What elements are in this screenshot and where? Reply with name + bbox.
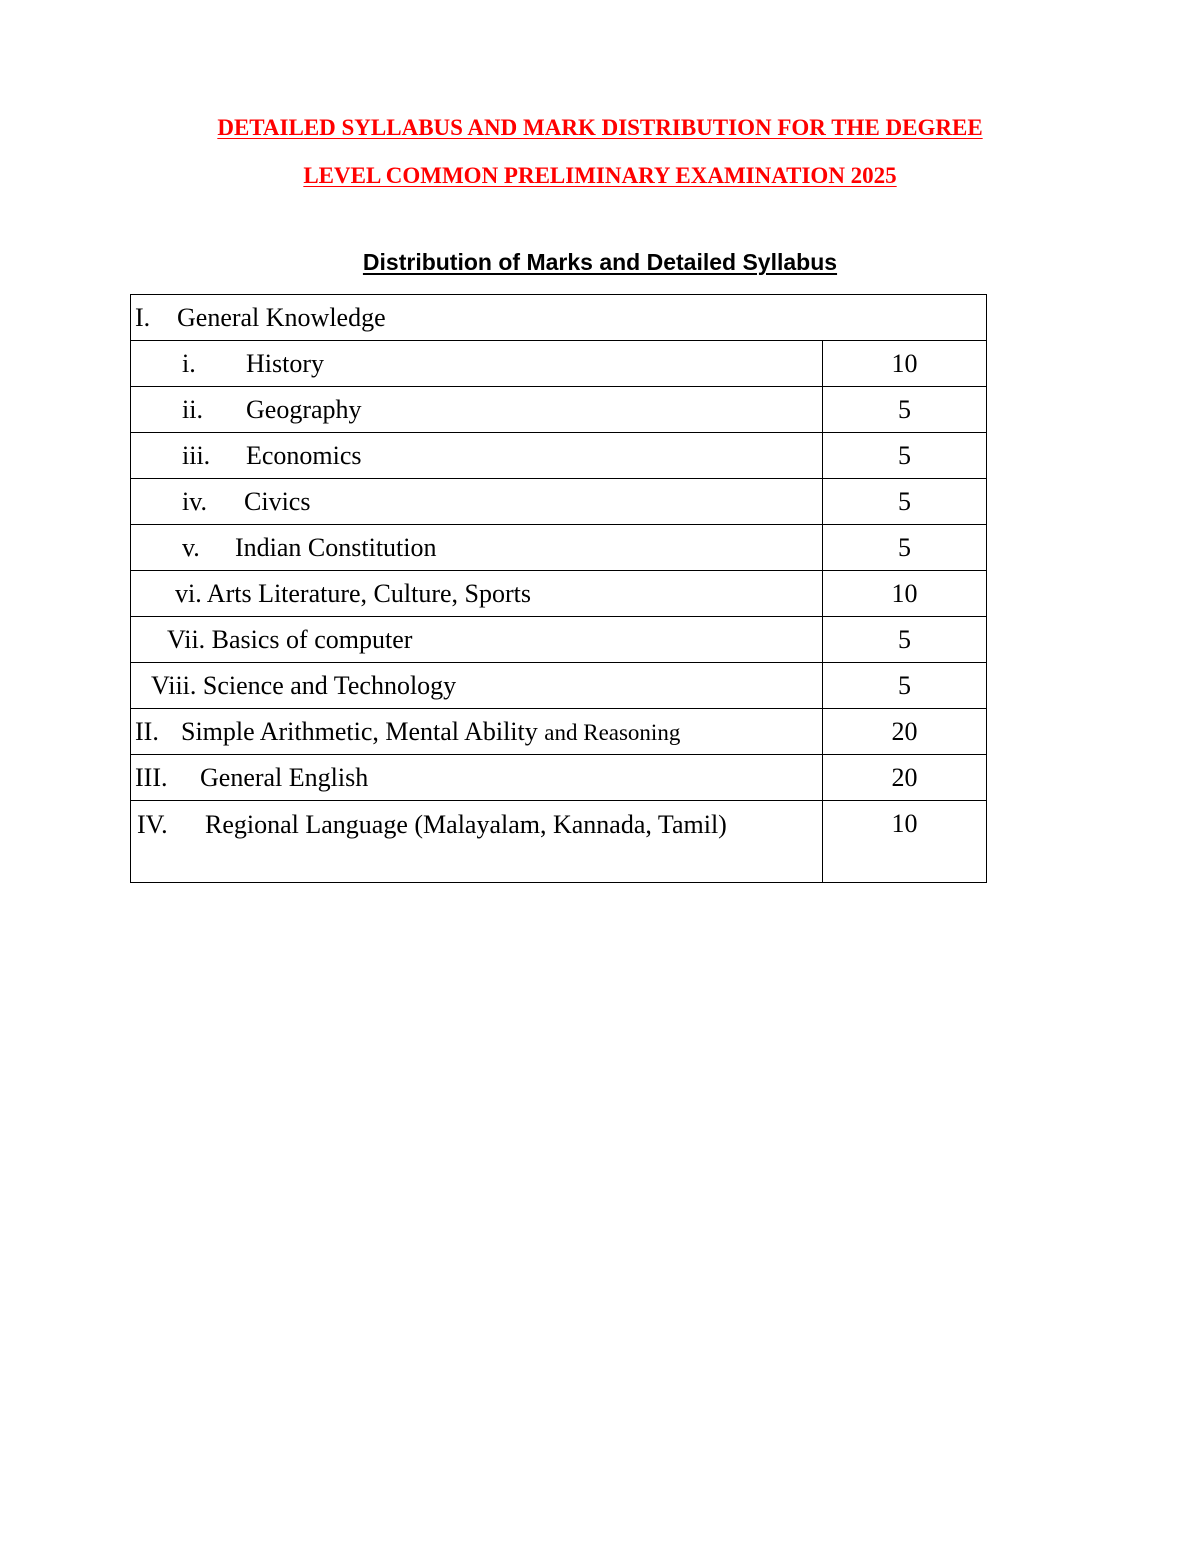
section-number: III. — [135, 762, 168, 792]
subject-marks: 5 — [823, 525, 987, 571]
subject-number: ii. — [182, 394, 203, 424]
subject-label-cell — [131, 387, 823, 433]
subject-label: Geography — [246, 394, 362, 424]
subject-marks: 5 — [823, 617, 987, 663]
subject-marks: 10 — [823, 341, 987, 387]
section-marks: 10 — [823, 801, 987, 883]
subject-label: Civics — [244, 486, 311, 516]
section-number: II. — [135, 716, 159, 746]
subject-number: i. — [182, 348, 196, 378]
subject-number: v. — [182, 532, 200, 562]
section-label: Regional Language (Malayalam, Kannada, Tamil) — [205, 810, 727, 839]
subject-marks: 5 — [823, 663, 987, 709]
section-row-arithmetic-reasoning — [131, 709, 987, 755]
section-row-general-english — [131, 755, 987, 801]
subject-marks: 10 — [823, 571, 987, 617]
table-subtitle: Distribution of Marks and Detailed Syllabus — [362, 249, 838, 275]
section-label: Simple Arithmetic, Mental Ability — [181, 716, 538, 746]
marks-distribution-table — [130, 294, 987, 883]
subject-label-cell — [131, 433, 823, 479]
section-number: IV. — [137, 810, 168, 839]
section-marks: 20 — [823, 709, 987, 755]
subject-label-cell — [131, 341, 823, 387]
subject-marks: 5 — [823, 433, 987, 479]
subject-row-economics — [131, 433, 987, 479]
section-label-cell — [131, 295, 987, 341]
section-label-cell — [131, 801, 823, 883]
section-number: I. — [135, 302, 151, 332]
subject-label: vi. Arts Literature, Culture, Sports — [175, 578, 532, 608]
section-label: General English — [200, 762, 369, 792]
subject-row-basics-of-computer — [131, 617, 987, 663]
subject-row-science-technology — [131, 663, 987, 709]
section-label-tail: and Reasoning — [544, 719, 681, 745]
subject-row-geography — [131, 387, 987, 433]
heading-line-2: LEVEL COMMON PRELIMINARY EXAMINATION 2025 — [303, 163, 897, 188]
section-marks: 20 — [823, 755, 987, 801]
subject-label: Viii. Science and Technology — [151, 670, 457, 700]
subject-label-cell — [131, 479, 823, 525]
subject-marks: 5 — [823, 387, 987, 433]
subject-row-civics — [131, 479, 987, 525]
subject-marks: 5 — [823, 479, 987, 525]
subject-row-arts-literature — [131, 571, 987, 617]
subject-label-cell — [131, 571, 823, 617]
section-row-general-knowledge — [131, 295, 987, 341]
section-label: General Knowledge — [177, 302, 386, 332]
subject-row-history — [131, 341, 987, 387]
section-row-regional-language — [131, 801, 987, 883]
section-label-cell — [131, 709, 823, 755]
subject-label: Economics — [246, 440, 362, 470]
subject-label: Indian Constitution — [235, 532, 437, 562]
subject-label-cell — [131, 663, 823, 709]
subject-row-indian-constitution — [131, 525, 987, 571]
subject-label: Vii. Basics of computer — [167, 624, 413, 654]
subject-label: History — [246, 348, 324, 378]
subject-label-cell — [131, 525, 823, 571]
section-label-cell — [131, 755, 823, 801]
subject-label-cell — [131, 617, 823, 663]
subject-number: iii. — [182, 440, 211, 470]
subject-number: iv. — [182, 486, 208, 516]
heading-line-1: DETAILED SYLLABUS AND MARK DISTRIBUTION FOR THE DEGREE — [217, 115, 983, 140]
